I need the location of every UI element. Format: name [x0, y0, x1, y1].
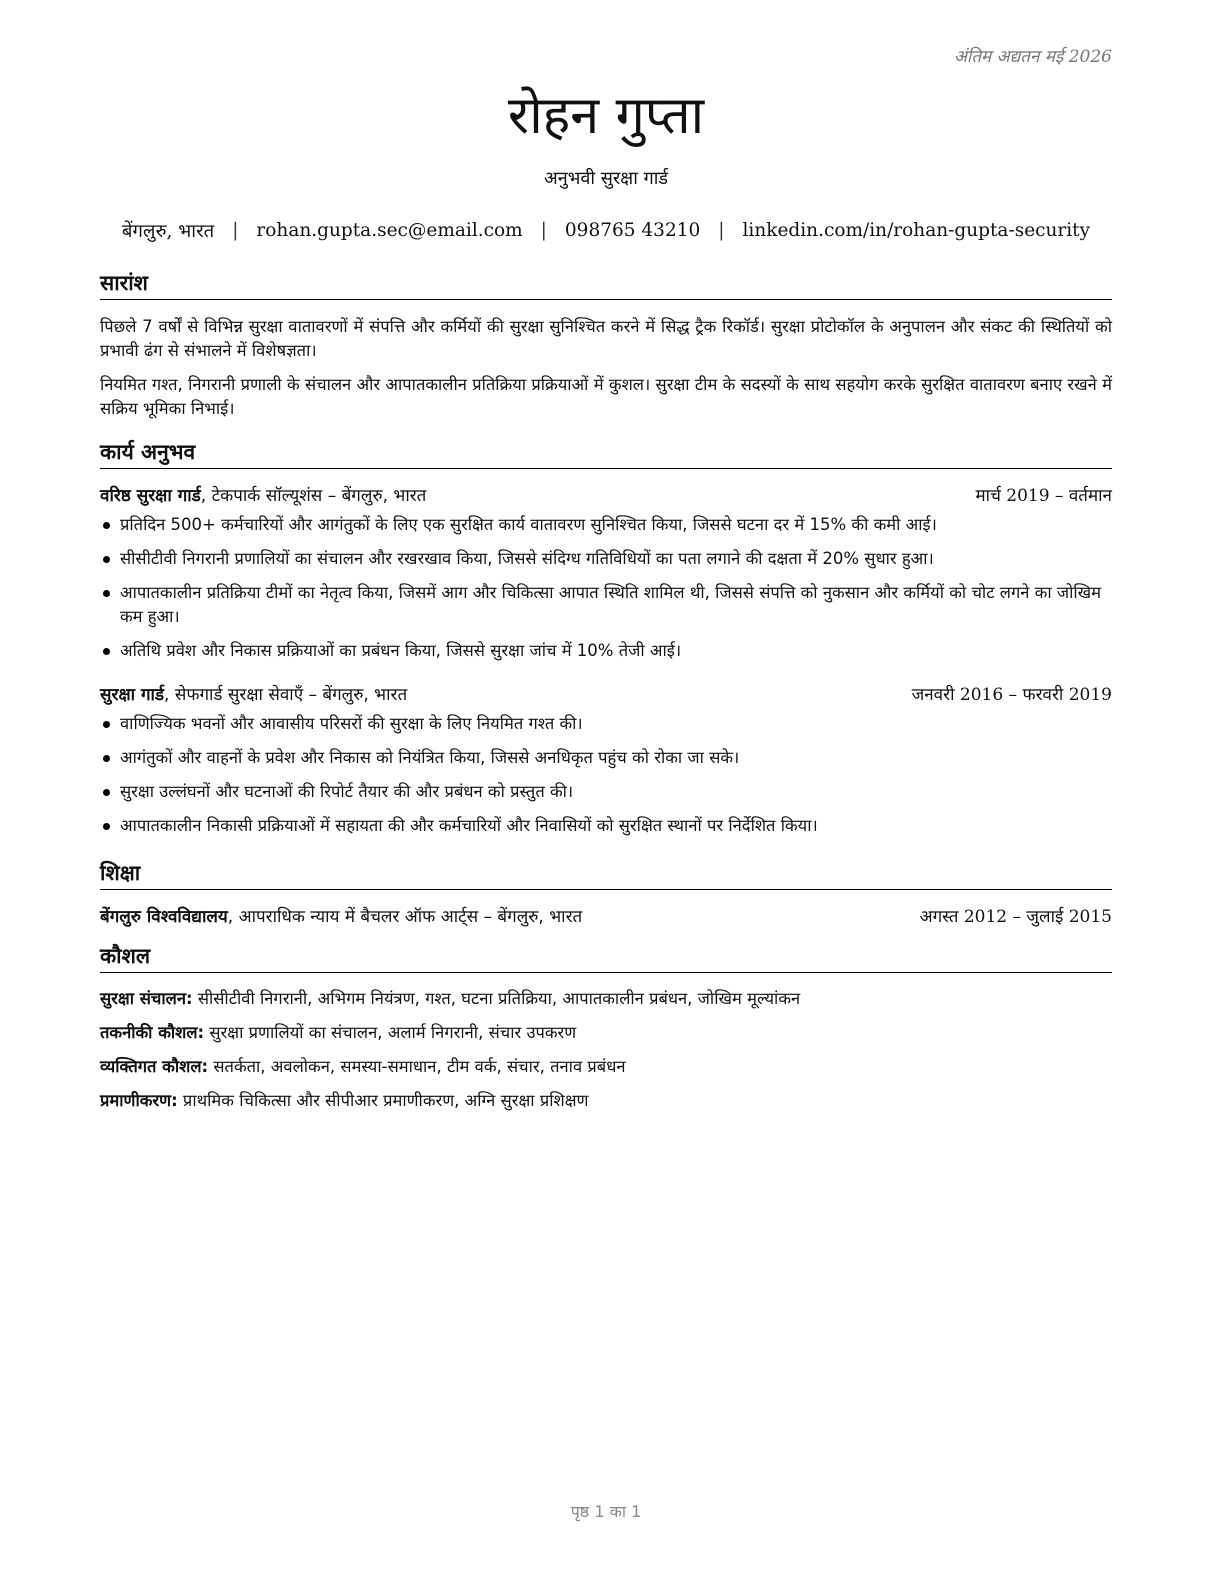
- skill-label: व्यक्तिगत कौशल:: [100, 1057, 209, 1076]
- skill-value: सीसीटीवी निगरानी, अभिगम नियंत्रण, गश्त, घटना प्रतिक्रिया, आपातकालीन प्रबंधन, जोखिम मूल्यांकन: [192, 989, 801, 1008]
- job-entry: [100, 483, 1112, 663]
- list-item: आपातकालीन निकासी प्रक्रियाओं में सहायता की और कर्मचारियों और निवासियों को सुरक्षित स्थानों पर निर्देशित किया।: [100, 814, 1112, 838]
- job-title: सुरक्षा गार्ड: [100, 685, 165, 705]
- summary-section: [100, 268, 1112, 421]
- contact-line: [100, 218, 1112, 243]
- separator: |: [540, 220, 547, 241]
- skills-heading: कौशल: [100, 941, 1112, 973]
- education-date: अगस्त 2012 – जुलाई 2015: [919, 907, 1112, 927]
- summary-paragraph: नियमित गश्त, निगरानी प्रणाली के संचालन और आपातकालीन प्रतिक्रिया प्रक्रियाओं में कुशल। सुरक्षा टीम के सदस्यों के साथ सहयोग करके सुरक्षित वातावरण बनाए रखने में सक्रिय भूमिका निभाई।: [100, 375, 1112, 418]
- summary-heading: सारांश: [100, 268, 1112, 300]
- job-bullets: [100, 513, 1112, 663]
- school-name: बेंगलुरु विश्वविद्यालय: [100, 907, 228, 927]
- job-title: अनुभवी सुरक्षा गार्ड: [543, 168, 669, 189]
- job-bullets: [100, 712, 1112, 838]
- job-date: मार्च 2019 – वर्तमान: [975, 486, 1112, 506]
- list-item: सीसीटीवी निगरानी प्रणालियों का संचालन और रखरखाव किया, जिससे संदिग्ध गतिविधियों का पता लगाने की दक्षता में 20% सुधार हुआ।: [100, 547, 1112, 571]
- experience-heading: कार्य अनुभव: [100, 437, 1112, 469]
- page-number: पृष्ठ 1 का 1: [570, 1502, 642, 1521]
- skills-list: [100, 987, 1112, 1113]
- job-org: , टेकपार्क सॉल्यूशंस – बेंगलुरु, भारत: [200, 486, 427, 506]
- summary-paragraph: पिछले 7 वर्षों से विभिन्न सुरक्षा वातावरणों में संपत्ति और कर्मियों की सुरक्षा सुनिश्चित करने में सिद्ध ट्रैक रिकॉर्ड। सुरक्षा प्रोटोकॉल के अनुपालन और संकट की स्थितियों को प्रभावी ढंग से संभालने में विशेषज्ञता।: [100, 317, 1112, 360]
- phone: 098765 43210: [564, 220, 701, 241]
- list-item: आपातकालीन प्रतिक्रिया टीमों का नेतृत्व किया, जिसमें आग और चिकित्सा आपात स्थिति शामिल थी, जिससे संपत्ति को नुकसान और कर्मियों को चोट लगने का जोखिम कम हुआ।: [100, 581, 1112, 629]
- education-entry: [100, 904, 1112, 930]
- skill-row: [100, 987, 1112, 1011]
- list-item: आगंतुकों और वाहनों के प्रवेश और निकास को नियंत्रित किया, जिससे अनधिकृत पहुंच को रोका जा सके।: [100, 746, 1112, 770]
- list-item: सुरक्षा उल्लंघनों और घटनाओं की रिपोर्ट तैयार की और प्रबंधन को प्रस्तुत की।: [100, 780, 1112, 804]
- location: बेंगलुरु, भारत: [121, 221, 215, 242]
- skill-label: प्रमाणीकरण:: [100, 1091, 178, 1110]
- candidate-name: रोहन गुप्ता: [507, 86, 705, 146]
- separator: |: [718, 220, 725, 241]
- list-item: वाणिज्यिक भवनों और आवासीय परिसरों की सुरक्षा के लिए नियमित गश्त की।: [100, 712, 1112, 736]
- skills-section: [100, 941, 1112, 1123]
- skill-label: सुरक्षा संचालन:: [100, 989, 193, 1008]
- skill-value: सुरक्षा प्रणालियों का संचालन, अलार्म निगरानी, संचार उपकरण: [204, 1023, 577, 1042]
- separator: |: [232, 220, 239, 241]
- skill-label: तकनीकी कौशल:: [100, 1023, 205, 1042]
- job-entry: [100, 682, 1112, 838]
- list-item: अतिथि प्रवेश और निकास प्रक्रियाओं का प्रबंधन किया, जिससे सुरक्षा जांच में 10% तेजी आई।: [100, 639, 1112, 663]
- skill-row: [100, 1055, 1112, 1079]
- skill-value: सतर्कता, अवलोकन, समस्या-समाधान, टीम वर्क, संचार, तनाव प्रबंधन: [208, 1057, 626, 1076]
- education-section: [100, 858, 1112, 930]
- job-header: [100, 483, 1112, 509]
- degree: , आपराधिक न्याय में बैचलर ऑफ आर्ट्स – बेंगलुरु, भारत: [227, 907, 583, 927]
- skill-row: [100, 1089, 1112, 1113]
- last-updated: अंतिम अद्यतन मई 2026: [953, 47, 1112, 67]
- skill-row: [100, 1021, 1112, 1045]
- education-heading: शिक्षा: [100, 858, 1112, 890]
- linkedin-link[interactable]: linkedin.com/in/rohan-gupta-security: [742, 220, 1091, 241]
- skill-value: प्राथमिक चिकित्सा और सीपीआर प्रमाणीकरण, अग्नि सुरक्षा प्रशिक्षण: [177, 1091, 589, 1110]
- list-item: प्रतिदिन 500+ कर्मचारियों और आगंतुकों के लिए एक सुरक्षित कार्य वातावरण सुनिश्चित किया, जिससे घटना दर में 15% की कमी आई।: [100, 513, 1112, 537]
- email-link[interactable]: rohan.gupta.sec@email.com: [256, 220, 523, 241]
- experience-section: [100, 437, 1112, 848]
- resume-page: [100, 0, 1112, 1584]
- job-title: वरिष्ठ सुरक्षा गार्ड: [100, 486, 201, 506]
- job-org: , सेफगार्ड सुरक्षा सेवाएँ – बेंगलुरु, भारत: [164, 685, 408, 705]
- job-header: [100, 682, 1112, 708]
- job-date: जनवरी 2016 – फरवरी 2019: [911, 685, 1112, 705]
